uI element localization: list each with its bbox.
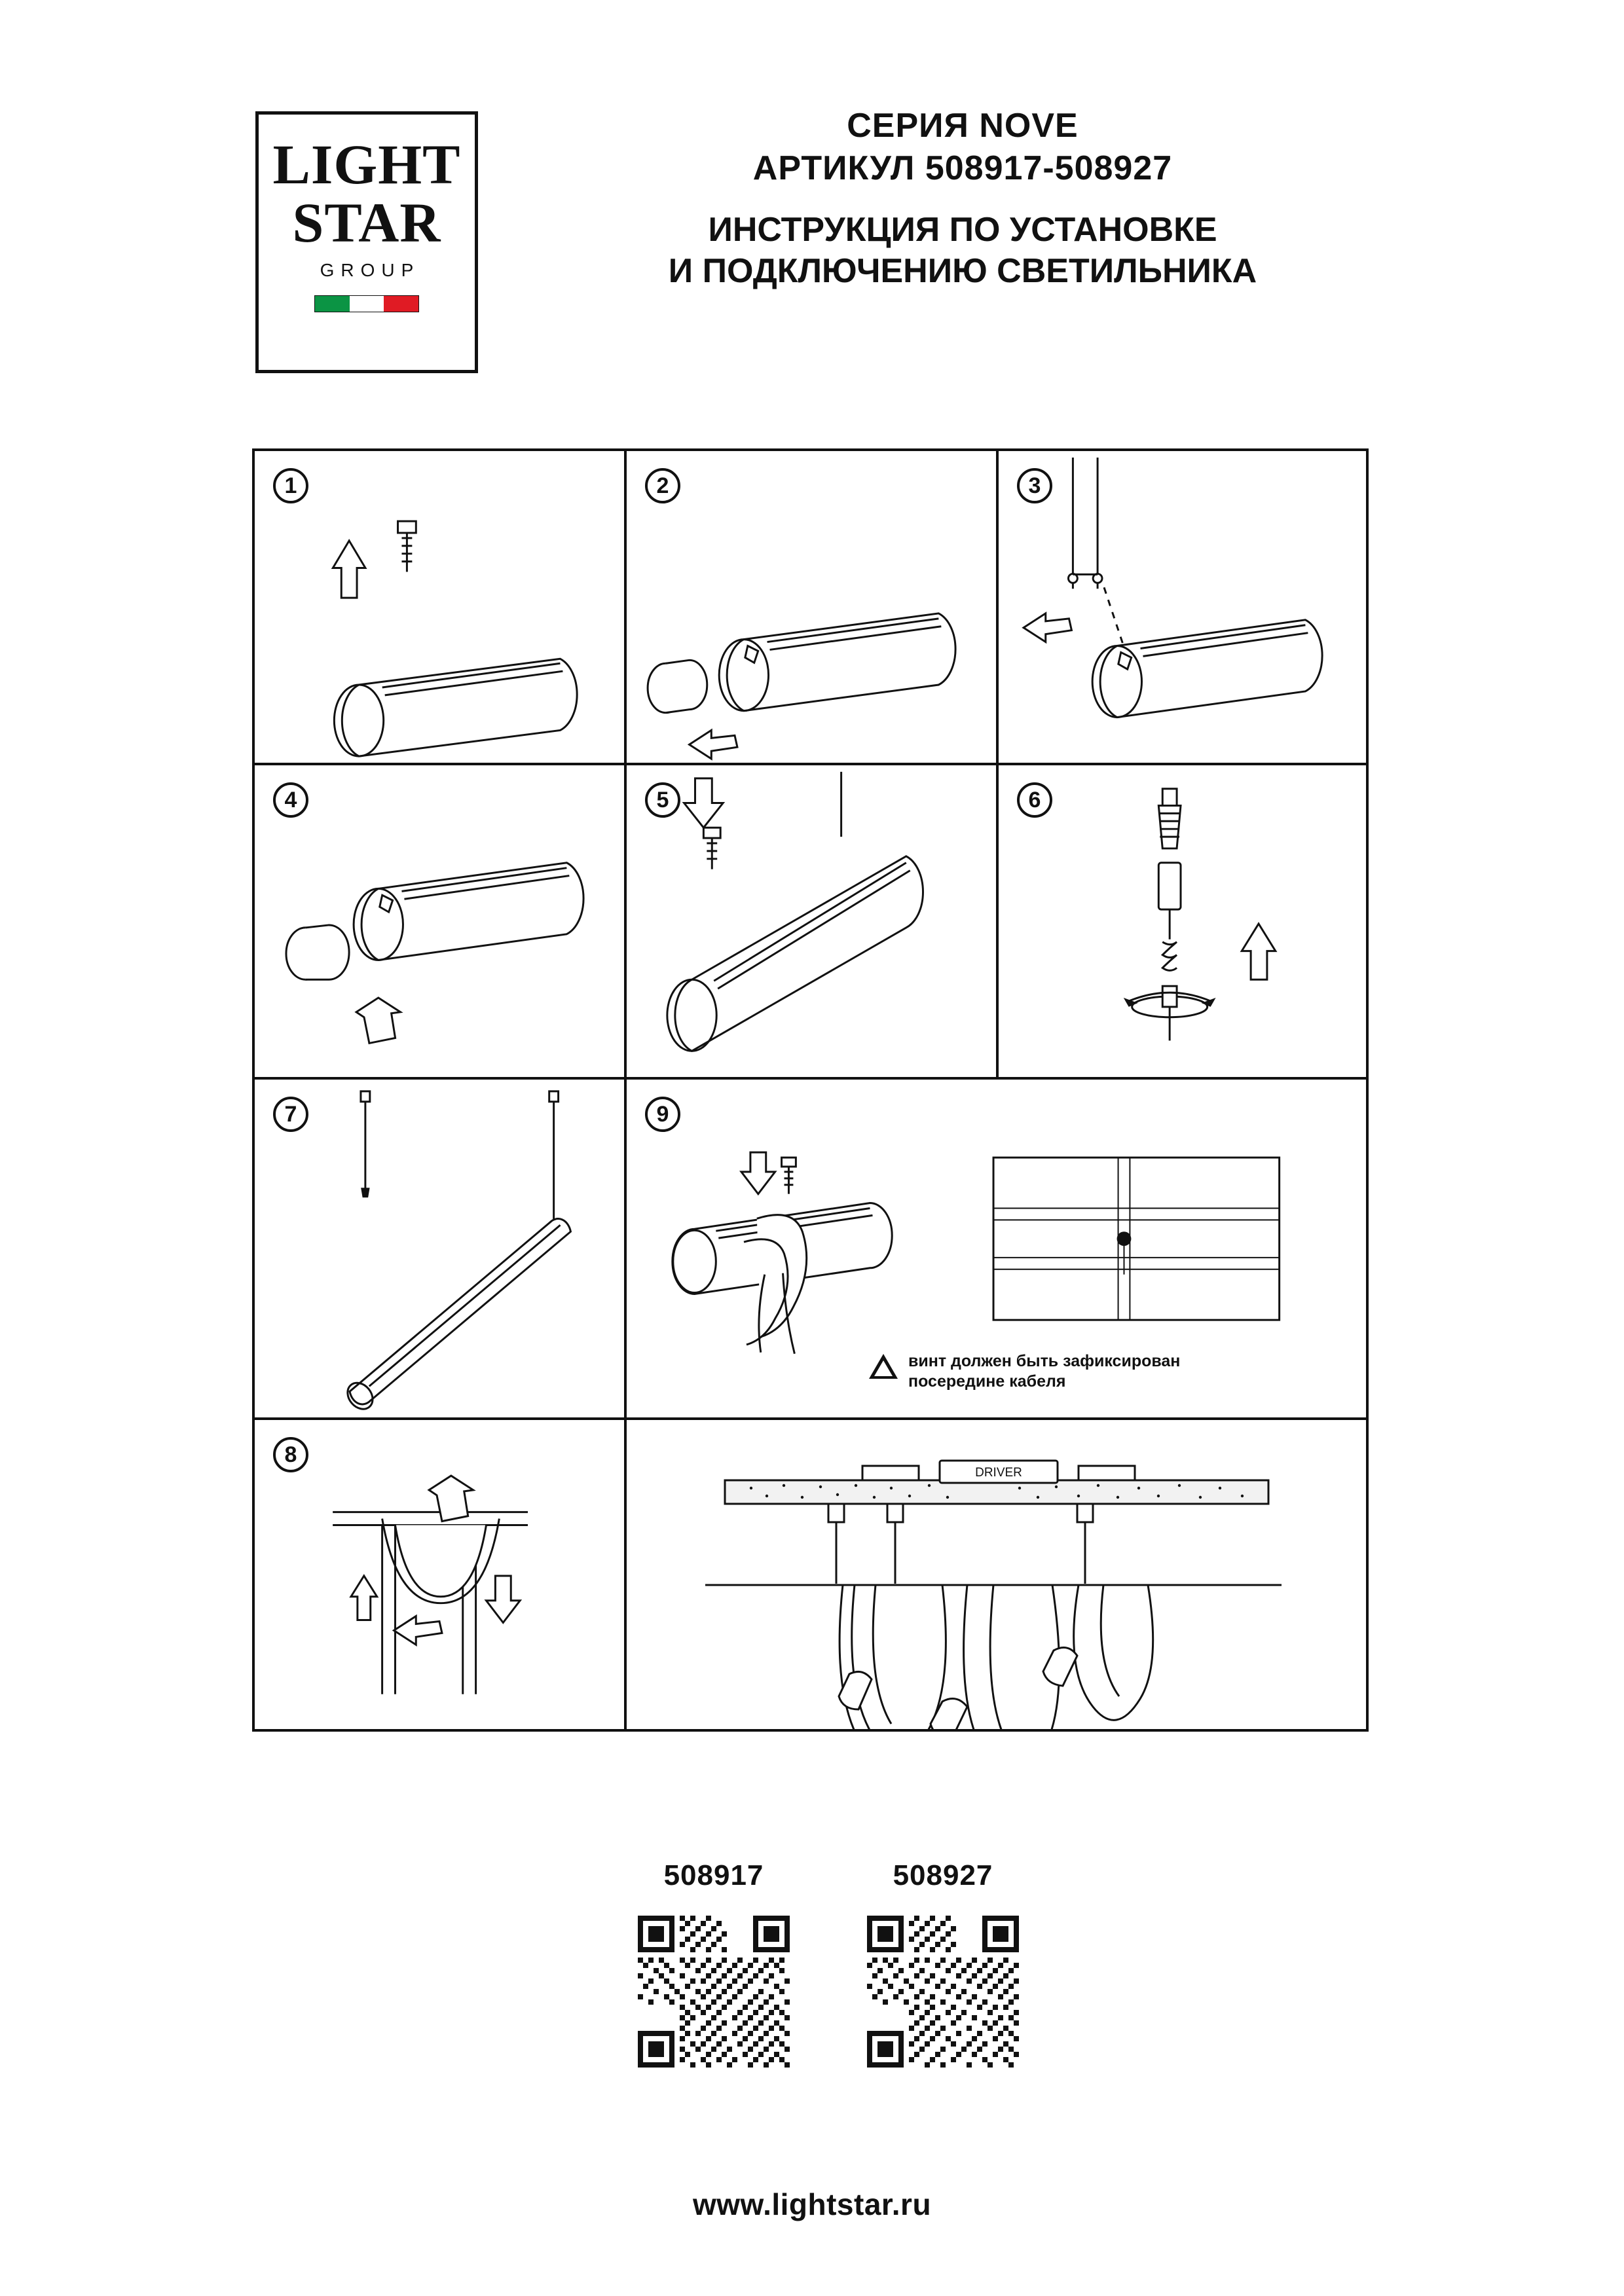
series-name: СЕРИЯ NOVE [847,107,1079,145]
step-5-illustration [627,765,996,1077]
step-number-9: 9 [645,1097,680,1132]
step-4-illustration [255,765,624,1077]
logo-text-star: STAR [292,191,441,254]
steps-grid [252,448,1369,1732]
step-cell-2 [627,451,999,765]
qr-code-508917 [638,1916,790,2068]
code-block-508917 [616,1859,812,2071]
step-cell-1 [255,451,627,765]
code-label-508917: 508917 [663,1859,764,1891]
warning-triangle-icon [869,1354,898,1379]
italy-flag-icon [314,295,419,312]
step-number-1: 1 [273,468,308,503]
header-text-block [498,105,1428,293]
final-assembly-cell [627,1420,1366,1729]
step-1-illustration [255,451,624,763]
step-7-illustration [255,1080,624,1417]
step-cell-6 [999,765,1366,1080]
header [0,98,1624,393]
logo-text-group: GROUP [320,259,420,280]
step-8-illustration [255,1420,624,1729]
product-codes [576,1859,1048,2134]
document-title-line2: И ПОДКЛЮЧЕНИЮ СВЕТИЛЬНИКА [668,252,1257,291]
step-cell-9 [627,1080,1366,1420]
step-cell-4 [255,765,627,1080]
driver-label: DRIVER [975,1466,1022,1480]
step-number-4: 4 [273,782,308,818]
document-title-line1: ИНСТРУКЦИЯ ПО УСТАНОВКЕ [708,211,1217,249]
step-number-8: 8 [273,1437,308,1472]
step-number-2: 2 [645,468,680,503]
step-2-illustration [627,451,996,763]
step-3-illustration [999,451,1366,763]
logo-text-light: LIGHT [272,133,461,196]
step-number-3: 3 [1017,468,1052,503]
step-6-illustration [999,765,1366,1077]
step-cell-7 [255,1080,627,1420]
step-number-7: 7 [273,1097,308,1132]
step-cell-8 [255,1420,627,1729]
step-cell-5 [627,765,999,1080]
warning-note-line1: винт должен быть зафиксирован [908,1352,1181,1370]
step-number-6: 6 [1017,782,1052,818]
step-number-5: 5 [645,782,680,818]
code-label-508927: 508927 [893,1859,993,1891]
article-number: АРТИКУЛ 508917-508927 [752,149,1173,187]
qr-code-508927 [867,1916,1019,2068]
website-url[interactable]: www.lightstar.ru [692,2187,932,2221]
final-assembly-illustration [627,1420,1366,1729]
step-cell-3 [999,451,1366,765]
warning-note-line2: посередине кабеля [908,1372,1066,1391]
brand-logo [255,111,478,373]
warning-note [869,1351,1180,1391]
code-block-508927 [845,1859,1041,2071]
